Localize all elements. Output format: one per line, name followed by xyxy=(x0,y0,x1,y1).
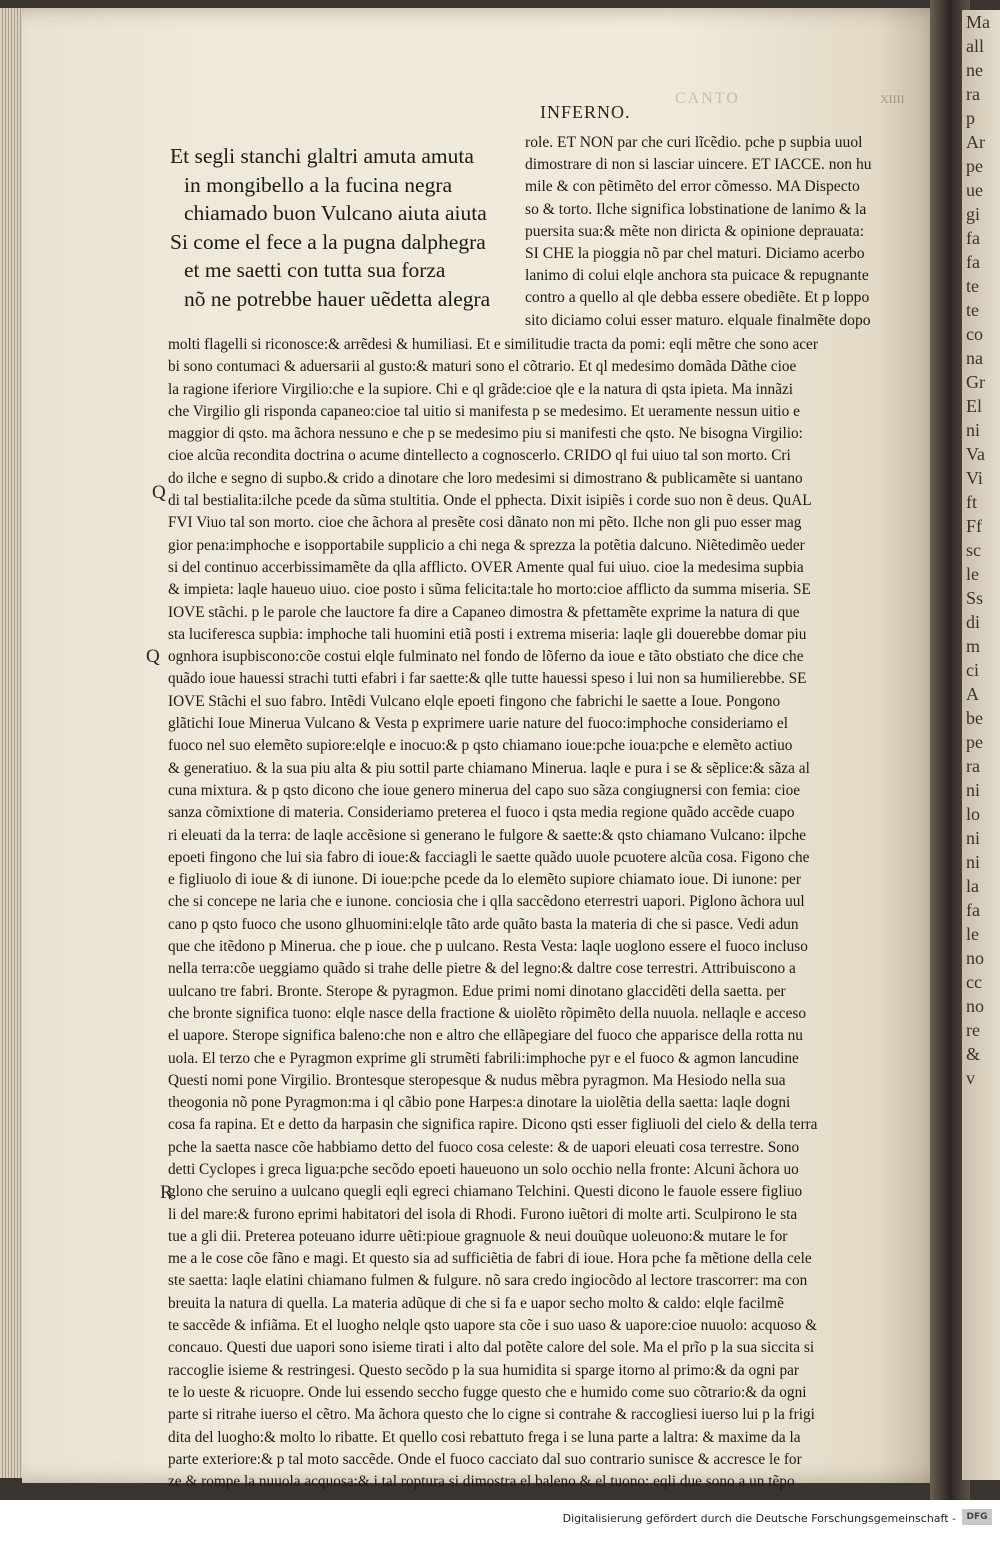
commentary-line: theogonia nõ pone Pyragmon:ma i ql cãbio pone Harpes:a dinotare la uiolẽtia della saetta: laqle dogni xyxy=(168,1094,791,1112)
right-page-fragment: cc xyxy=(966,972,982,992)
folio-number: XIIII xyxy=(880,92,905,106)
commentary-line: glãtichi Ioue Minerua Vulcano & Vesta p exprimere uarie nature del fuoco:imphoche consideriamo el xyxy=(168,715,788,733)
commentary-line: cano p qsto fuoco che usono glhuomini:elqle tãto arde quãto basta la materia di che si pasce. Vedi adun xyxy=(168,915,799,933)
right-page-fragment: ne xyxy=(966,60,983,80)
commentary-top xyxy=(525,132,945,332)
commentary-line: cuna mixtura. & p qsto dicono che ioue genero minerua del capo suo sãza congiugnersi con femia: cioe xyxy=(168,781,801,799)
commentary-line: concauo. Questi due uapori sono isieme tirati i alto dal potẽte calore del sole. Ma el prĩo p la sua siccita si xyxy=(168,1339,815,1357)
right-page-fragment: m xyxy=(966,636,981,656)
right-page-fragment: A xyxy=(966,684,979,704)
right-page-fragment: fa xyxy=(966,228,980,248)
right-page-fragment: te xyxy=(966,276,979,296)
commentary-line: Questi nomi pone Virgilio. Brontesque steropesque & nudus mẽbra pyragmon. Ma Hesiodo nella sua xyxy=(168,1071,786,1089)
right-page-fragment: ni xyxy=(966,780,981,800)
right-page-fragment: pe xyxy=(966,732,983,752)
commentary-line: nella terra:cõe ueggiamo quãdo si trahe delle pietre & del legno:& daltre cose terrestri. Attribuiscono a xyxy=(168,960,796,978)
right-page-fragment: be xyxy=(966,708,983,728)
commentary-line: me a le cose cõe fãno e magi. Et questo sia ad sufficiẽtia de fabri di ioue. Hora pche fa mẽtione della cele xyxy=(168,1250,812,1268)
commentary-line: fuoco nel suo elemẽto supiore:elqle e inocuo:& p qsto chiamano ioue:pche ioua:pche e elemẽto actiuo xyxy=(168,737,793,755)
bleed-through-heading: CANTO xyxy=(675,90,740,107)
commentary-line: li del mare:& furono eprimi habitatori del isola di Rhodi. Furono iuẽtori di molte arti. Sculpirono le sta xyxy=(168,1205,798,1223)
commentary-line: che Virgilio gli risponda capaneo:cioe tal uitio si manifesta p se medesimo. Et ueramente nessun uitio e xyxy=(168,402,800,420)
verse-line: Et segli stanchi glaltri amuta amuta xyxy=(170,144,474,168)
right-page-fragment: ra xyxy=(966,756,980,776)
running-head: INFERNO. xyxy=(540,102,631,122)
verse-line: et me saetti con tutta sua forza xyxy=(184,258,446,283)
commentary-line: detti Cyclopes i greca ligua:pche secõdo epoeti haueuono un solo occhio nella fronte: Alcuni ãchora uo xyxy=(168,1160,799,1178)
right-page-fragment: re xyxy=(966,1020,980,1040)
commentary-line: epoeti fingono che lui sia fabro di ioue:& facciagli le saette quãdo uuole pcuotere alcũa cosa. Figono che xyxy=(168,848,810,866)
right-page-fragment: Ar xyxy=(966,132,985,152)
right-page-fragment: gi xyxy=(966,204,981,224)
right-page-fragment: ra xyxy=(966,84,980,104)
commentary-line: sito diciamo colui esser maturo. elquale finalmẽte dopo xyxy=(525,311,871,329)
right-page-fragment: ue xyxy=(966,180,983,200)
right-page-fragment: le xyxy=(966,924,979,944)
right-page-fragment: ni xyxy=(966,420,981,440)
right-page-fragment: Ff xyxy=(966,516,983,536)
right-page-fragment: no xyxy=(966,996,984,1016)
right-page-fragment: sc xyxy=(966,540,981,560)
commentary-line: che bronte significa tuono: elqle nasce della fractione & uiolẽto rõpimẽto della nuuola. nellaqle e acceso xyxy=(168,1004,806,1022)
right-page-fragment: co xyxy=(966,324,983,344)
commentary-line: parte exteriore:& p tal moto saccẽde. Onde el fuoco cacciato dal suo contrario sunisce & accresce le for xyxy=(168,1450,802,1468)
right-page-fragment: all xyxy=(966,36,984,56)
right-page-fragment: Vi xyxy=(966,468,983,488)
right-page-fragment: v xyxy=(966,1068,975,1088)
commentary-line: si del continuo accerbissimamẽte da qlla afflicto. OVER Amente qual fui uiuo. cioe la medesima supbia xyxy=(168,558,804,576)
commentary-line: sta luciferesca supbia: imphoche tali huomini etiã posti i extrema miseria: laqle gli douerebbe domar piu xyxy=(168,625,807,643)
right-page-fragment: te xyxy=(966,300,979,320)
commentary-line: che si concepe ne laria che e iunone. conciosia che i qlla saccẽdono eterrestri uapori. Piglono ãchora uul xyxy=(168,893,805,911)
right-page-fragment: fa xyxy=(966,252,980,272)
verse-line: nõ ne potrebbe hauer uẽdetta alegra xyxy=(184,286,491,311)
commentary-line: puersita sua:& mẽte non diricta & opinione deprauata: xyxy=(525,222,865,240)
commentary-line: ze & rompe la nuuola acquosa:& i tal roptura si dimostra el baleno & el tuono: eqli due sono a un tẽpo xyxy=(168,1473,795,1491)
commentary-line: breuita la natura di quella. La materia adũque di che si fa e uapor secho molto & caldo: elqle facilmẽ xyxy=(168,1294,784,1312)
commentary-line: so & torto. Ilche significa lobstinatione de lanimo & la xyxy=(525,200,867,218)
margin-marker: Q xyxy=(146,646,160,667)
right-page-fragment: pe xyxy=(966,156,983,176)
commentary-line: role. ET NON par che curi lĩcẽdio. pche p supbia uuol xyxy=(525,134,863,151)
margin-marker: Q xyxy=(152,482,166,503)
commentary-line: parte si ritrahe iuerso el cẽtro. Ma ãchora questo che lo cigne si contrahe & raccogliesi iuerso lui p la frigi xyxy=(168,1406,815,1424)
digitization-footer xyxy=(0,1500,1000,1550)
commentary-line: SI CHE la pioggia nõ par chel maturi. Diciamo acerbo xyxy=(525,245,865,263)
right-page-fragment: di xyxy=(966,612,981,632)
commentary-line: dita del luogho:& molto lo ribatte. Et quello cosi rebattuto frega i se luna parte a laltra: & maxime da la xyxy=(168,1428,801,1446)
dfg-logo: DFG xyxy=(962,1509,992,1525)
commentary-line: IOVE Stãchi el suo fabro. Intẽdi Vulcano elqle epoeti fingono che fabrichi le saette a Ioue. Pongono xyxy=(168,692,781,710)
commentary-line: contro a quello al qle debba essere obediẽte. Et p loppo xyxy=(525,289,870,307)
verse-line: chiamado buon Vulcano aiuta aiuta xyxy=(184,201,487,226)
commentary-line: molti flagelli si riconosce:& arrẽdesi & humiliasi. Et e similitudie tracta da pomi: eqli mẽtre che sono acer xyxy=(168,336,818,353)
right-page-fragment: ni xyxy=(966,852,981,872)
right-page-fragment: & xyxy=(966,1044,981,1064)
commentary-line: lanimo di colui elqle anchora sta puicace & repugnante xyxy=(525,267,869,285)
right-page-fragment: la xyxy=(966,876,979,896)
commentary-line: di tal bestialita:ilche pcede da sũma stultitia. Onde el pphecta. Dixit isipiẽs i corde suo non ẽ deus. QuAL xyxy=(168,492,812,510)
commentary-line: raccoglie isieme & restringesi. Questo secõdo p la sua humidita si sparge itorno al primo:& da ogni par xyxy=(168,1361,799,1379)
commentary-line: la ragione iferiore Virgilio:che e la supiore. Chi e ql grãde:cioe qle e la natura di qsta ipieta. Ma innãzi xyxy=(168,380,794,398)
right-page-fragment: ci xyxy=(966,660,979,680)
commentary-line: quãdo ioue hauessi strachi tutti efabri i far saette:& qlle tutte hauessi speso i lui non sa humilierebbe. SE xyxy=(168,670,807,688)
verse-block xyxy=(170,142,530,314)
right-page-fragment: Va xyxy=(966,444,985,464)
commentary-line: te saccẽde & infiãma. Et el luogho nelqle qsto uapore sta cõe i suo uaso & uapore:cioe nuuolo: acquoso & xyxy=(168,1317,818,1335)
commentary-line: maggior di qsto. ma ãchora nessuno e che p se medesimo piu si manifesti che qsto. Ne bisogna Virgilio: xyxy=(168,425,803,443)
commentary-line: el uapore. Sterope significa baleno:che non e altro che ellãpegiare del fuoco che apparisce della rotta nu xyxy=(168,1027,803,1045)
commentary-main xyxy=(168,334,948,1493)
commentary-line: tue a gli dii. Preterea poteuano idurre uẽti:pioue gragnuole & neui douũque uoleuono:& mutare le for xyxy=(168,1227,788,1245)
commentary-line: dimostrare di non si lasciar uincere. ET IACCE. non hu xyxy=(525,156,872,174)
commentary-line: ognhora isupbiscono:cõe costui elqle fulminato nel fondo de lõferno da ioue e tãto obstiato che dice che xyxy=(168,648,804,666)
right-page-fragment: na xyxy=(966,348,983,368)
right-page-fragment: ft xyxy=(966,492,977,512)
right-page-fragment: no xyxy=(966,948,984,968)
right-page-fragment: fa xyxy=(966,900,980,920)
commentary-line: pche la saetta nasce cõe habbiamo detto del fuoco cosa celeste: & de uapori eleuati cosa terrestre. Sono xyxy=(168,1138,800,1156)
right-page-fragment: El xyxy=(966,396,982,416)
commentary-line: cioe alcũa recondita doctrina o acume dintellecto a cognoscerlo. CRIDO ql fui uiuo tal son morto. Cri xyxy=(168,447,791,465)
right-page-fragment: ni xyxy=(966,828,981,848)
commentary-line: te lo ueste & ricuopre. Onde lui essendo seccho fugge questo che e humido come suo cõtrario:& da ogni xyxy=(168,1383,807,1401)
commentary-line: que che itẽdono p Minerua. che p ioue. che p uulcano. Resta Vesta: laqle uoglono essere el fuoco incluso xyxy=(168,938,808,956)
commentary-line: bi sono contumaci & aduersarii al gusto:& maturi sono el cõtrario. Et ql medesimo domãda Dãthe cioe xyxy=(168,358,797,376)
commentary-line: sanza cõmixtione di materia. Consideriamo preterea el fuoco i qsta media regione quãdo accẽde cuapo xyxy=(168,804,795,822)
margin-marker: R xyxy=(160,1182,173,1203)
commentary-line: mile & con pẽtimẽto del error cõmesso. MA Dispecto xyxy=(525,178,860,196)
right-page-fragment: Ma xyxy=(966,12,990,32)
funding-credit: Digitalisierung gefördert durch die Deutsche Forschungsgemeinschaft - xyxy=(562,1512,956,1525)
commentary-line: & generatiuo. & la sua piu alta & piu sottil parte chiamano Minerua. laqle e pura i se & sẽplice:& sãza al xyxy=(168,759,810,777)
commentary-line: glono che seruino a uulcano quegli eqli egreci chiamano Telchini. Questi dicono le fauole essere figliuo xyxy=(168,1183,803,1201)
verse-line: in mongibello a la fucina negra xyxy=(184,172,453,197)
right-page-fragment: Ss xyxy=(966,588,984,608)
verse-line: Si come el fece a la pugna dalphegra xyxy=(170,229,486,254)
commentary-line: do ilche e segno di supbo.& crido a dinotare che loro medesimi si dimostrano & publicamẽte si uantano xyxy=(168,469,803,487)
commentary-line: cosa fa rapina. Et e detto da harpasin che significa rapire. Dicono qsti esser figliuoli del cielo & della terra xyxy=(168,1116,818,1134)
commentary-line: ste saetta: laqle elatini chiamano fulmen & fulgure. nõ sara credo ingiocõdo al lectore trascorrer: ma con xyxy=(168,1272,808,1290)
right-page-fragment: p xyxy=(966,108,975,128)
commentary-line: & impieta: laqle haueuo uiuo. cioe posto i sũma felicita:tale ho morto:cioe afflicto da summa miseria. SE xyxy=(168,581,811,599)
commentary-line: IOVE stãchi. p le parole che lauctore fa dire a Capaneo dimostra & pfettamẽte exprime la natura di que xyxy=(168,603,800,621)
commentary-line: e figliuolo di ioue & di iunone. Di ioue:pche pcede da lo elemẽto supiore chiamato ioue. Di iunone: per xyxy=(168,871,801,889)
right-page-fragment: le xyxy=(966,564,979,584)
right-page-edge xyxy=(962,10,1000,1480)
right-page-fragment: lo xyxy=(966,804,981,824)
right-page-fragment: Gr xyxy=(966,372,985,392)
commentary-line: ri eleuati da la terra: de laqle accẽsione si generano le fulgore & saette:& qsto chiamano Vulcano: ilpche xyxy=(168,826,807,844)
commentary-line: FVI Viuo tal son morto. cioe che ãchora al presẽte cosi dãnato non mi pẽto. Ilche non gli puo esser mag xyxy=(168,514,802,532)
commentary-line: gior pena:imphoche e isopportabile supplicio a chi nega & sprezza la potẽtia dalcuno. Niẽtedimẽo ueder xyxy=(168,536,805,554)
commentary-line: uola. El terzo che e Pyragmon exprime gli strumẽti fabrili:imphoche pyr e el fuoco & agmon lancudine xyxy=(168,1049,799,1067)
commentary-line: uulcano tre fabri. Bronte. Sterope & pyragmon. Edue primi nomi dinotano glaccidẽti della saetta. per xyxy=(168,982,786,1000)
